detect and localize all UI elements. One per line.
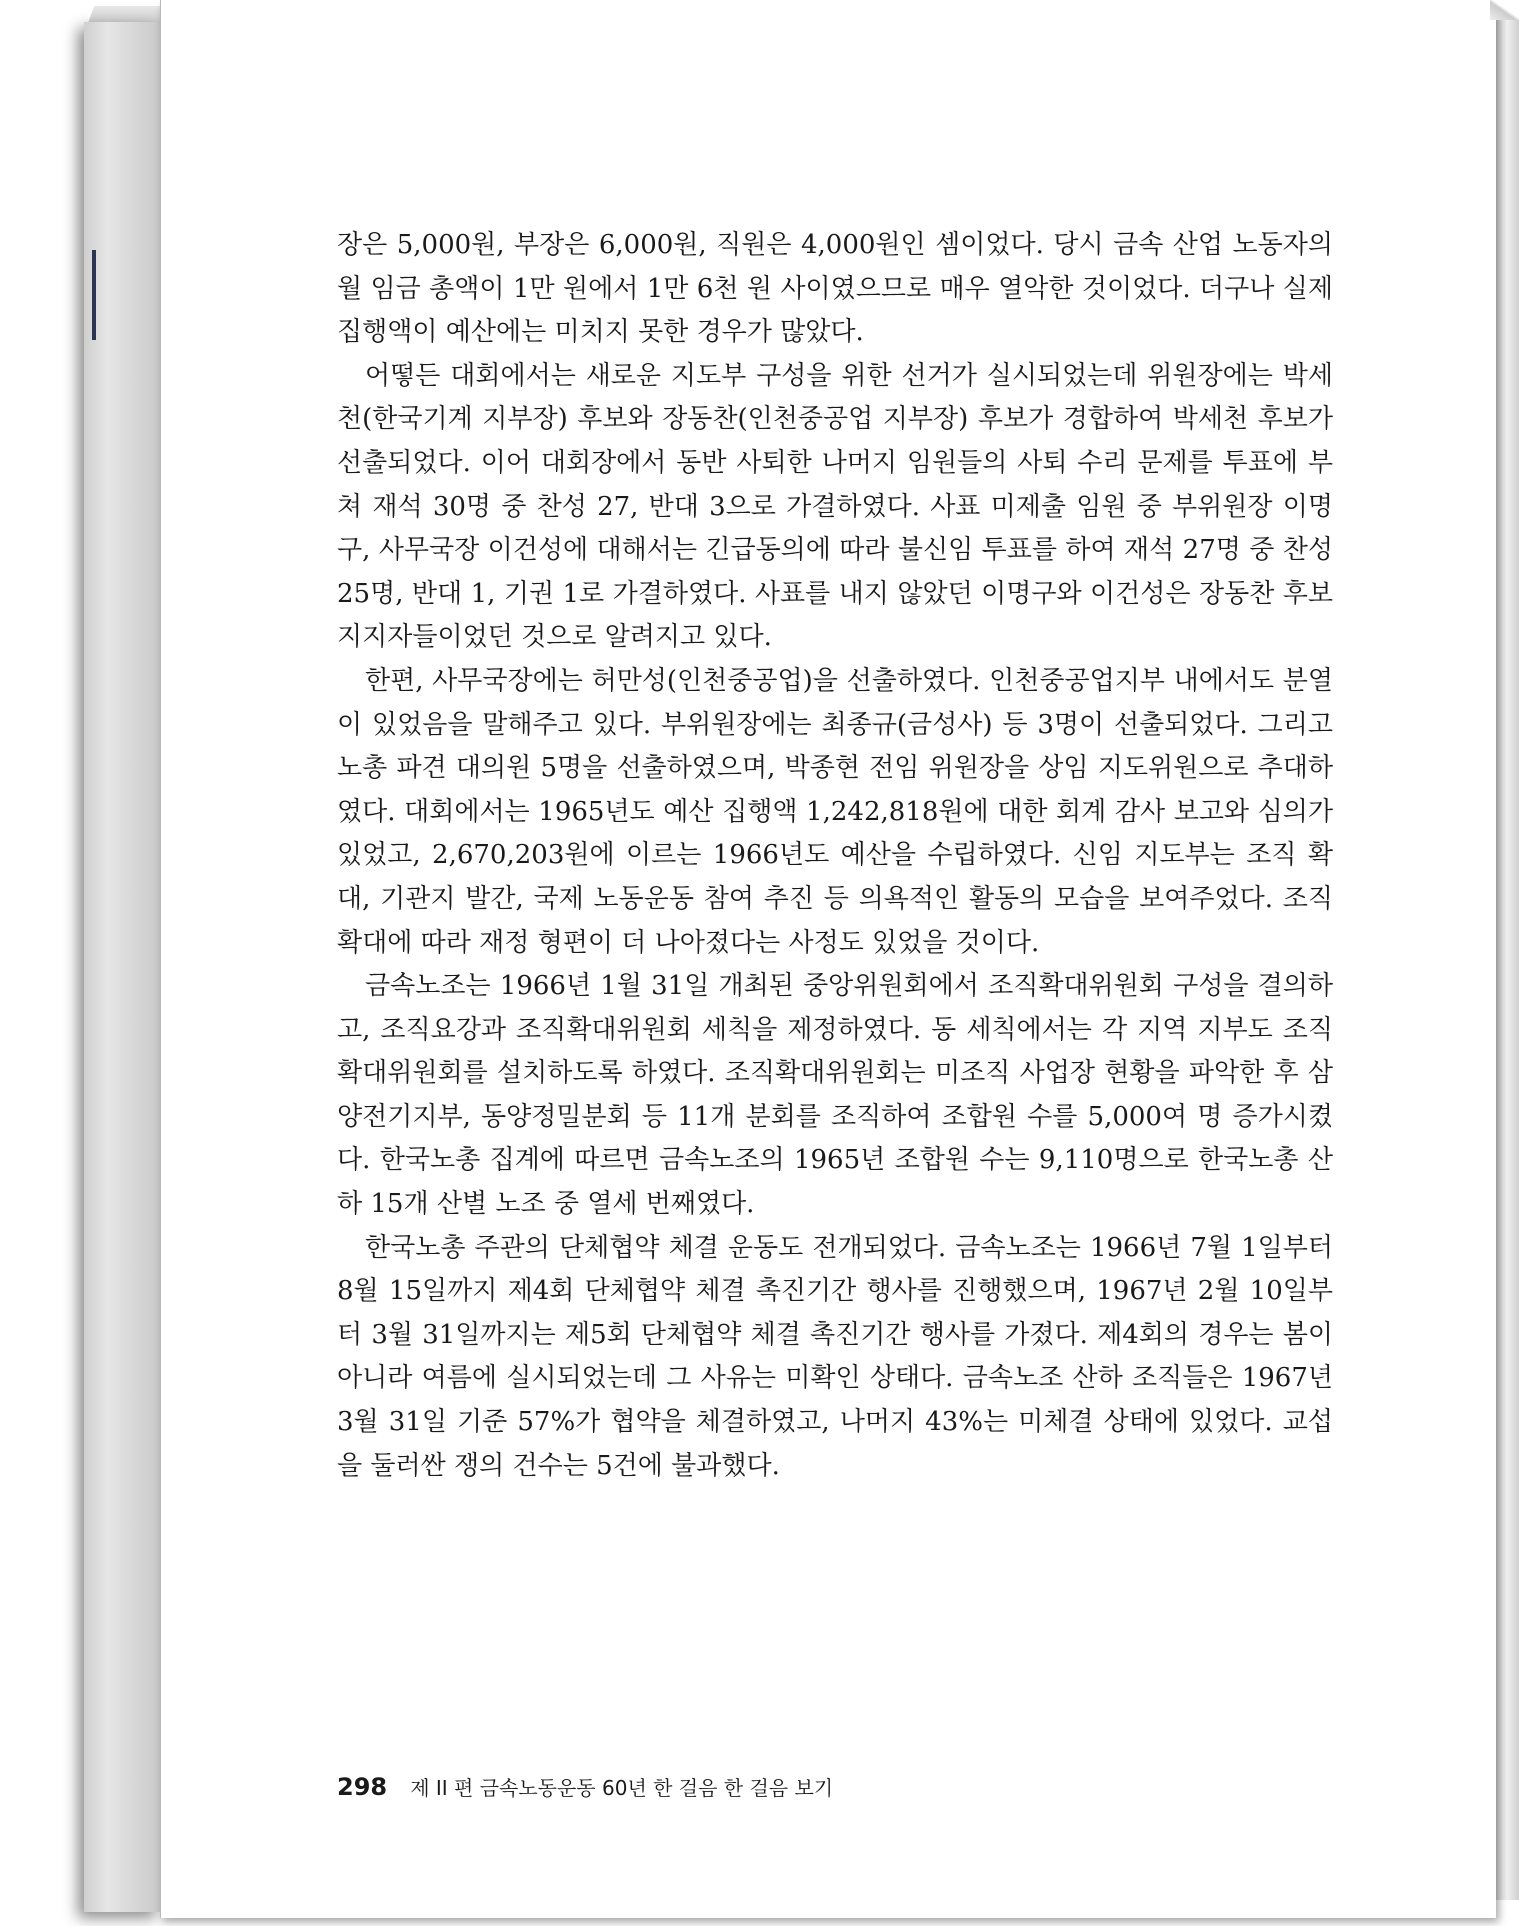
book-right-edge: [1495, 20, 1519, 1900]
page-corner: [1490, 0, 1519, 20]
running-title: 제 II 편 금속노동운동 60년 한 걸음 한 걸음 보기: [410, 1776, 834, 1800]
body-text: [337, 224, 1333, 1488]
paragraph-1: 장은 5,000원, 부장은 6,000원, 직원은 4,000원인 셈이었다. 당시 금속 산업 노동자의 월 임금 총액이 1만 원에서 1만 6천 원 사이였으므로 매우 열악한 것이었다. 더구나 실제 집행액이 예산에는 미치지 못한 경우가 많았다.: [337, 230, 1333, 348]
paragraph-4: 금속노조는 1966년 1월 31일 개최된 중앙위원회에서 조직확대위원회 구성을 결의하고, 조직요강과 조직확대위원회 세칙을 제정하였다. 동 세칙에서는 각 지역 지부도 조직확대위원회를 설치하도록 하였다. 조직확대위원회는 미조직 사업장 현황을 파악한 후 삼양전기지부, 동양정밀분회 등 11개 분회를 조직하여 조합원 수를 5,000여 명 증가시켰다. 한국노총 집계에 따르면 금속노조의 1965년 조합원 수는 9,110명으로 한국노총 산하 15개 산별 노조 중 열세 번째였다.: [337, 971, 1333, 1220]
paragraph-5: 한국노총 주관의 단체협약 체결 운동도 전개되었다. 금속노조는 1966년 7월 1일부터 8월 15일까지 제4회 단체협약 체결 촉진기간 행사를 진행했으며, 1967년 2월 10일부터 3월 31일까지는 제5회 단체협약 체결 촉진기간 행사를 가졌다. 제4회의 경우는 봄이 아니라 여름에 실시되었는데 그 사유는 미확인 상태다. 금속노조 산하 조직들은 1967년 3월 31일 기준 57%가 협약을 체결하였고, 나머지 43%는 미체결 상태에 있었다. 교섭을 둘러싼 쟁의 건수는 5건에 불과했다.: [337, 1232, 1333, 1481]
paragraph-2: 어떻든 대회에서는 새로운 지도부 구성을 위한 선거가 실시되었는데 위원장에는 박세천(한국기계 지부장) 후보와 장동찬(인천중공업 지부장) 후보가 경합하여 박세천 후보가 선출되었다. 이어 대회장에서 동반 사퇴한 나머지 임원들의 사퇴 수리 문제를 투표에 부쳐 재석 30명 중 찬성 27, 반대 3으로 가결하였다. 사표 미제출 임원 중 부위원장 이명구, 사무국장 이건성에 대해서는 긴급동의에 따라 불신임 투표를 하여 재석 27명 중 찬성 25명, 반대 1, 기권 1로 가결하였다. 사표를 내지 않았던 이명구와 이건성은 장동찬 후보 지지자들이었던 것으로 알려지고 있다.: [337, 360, 1333, 653]
paragraph-3: 한편, 사무국장에는 허만성(인천중공업)을 선출하였다. 인천중공업지부 내에서도 분열이 있었음을 말해주고 있다. 부위원장에는 최종규(금성사) 등 3명이 선출되었다. 그리고 노총 파견 대의원 5명을 선출하였으며, 박종현 전임 위원장을 상임 지도위원으로 추대하였다. 대회에서는 1965년도 예산 집행액 1,242,818원에 대한 회계 감사 보고와 심의가 있었고, 2,670,203원에 이르는 1966년도 예산을 수립하였다. 신임 지도부는 조직 확대, 기관지 발간, 국제 노동운동 참여 추진 등 의욕적인 활동의 모습을 보여주었다. 조직 확대에 따라 재정 형편이 더 나아졌다는 사정도 있었을 것이다.: [337, 665, 1333, 958]
bookmark-ribbon: [92, 250, 96, 340]
page-number: 298: [337, 1773, 388, 1801]
page-footer: [337, 1772, 833, 1801]
